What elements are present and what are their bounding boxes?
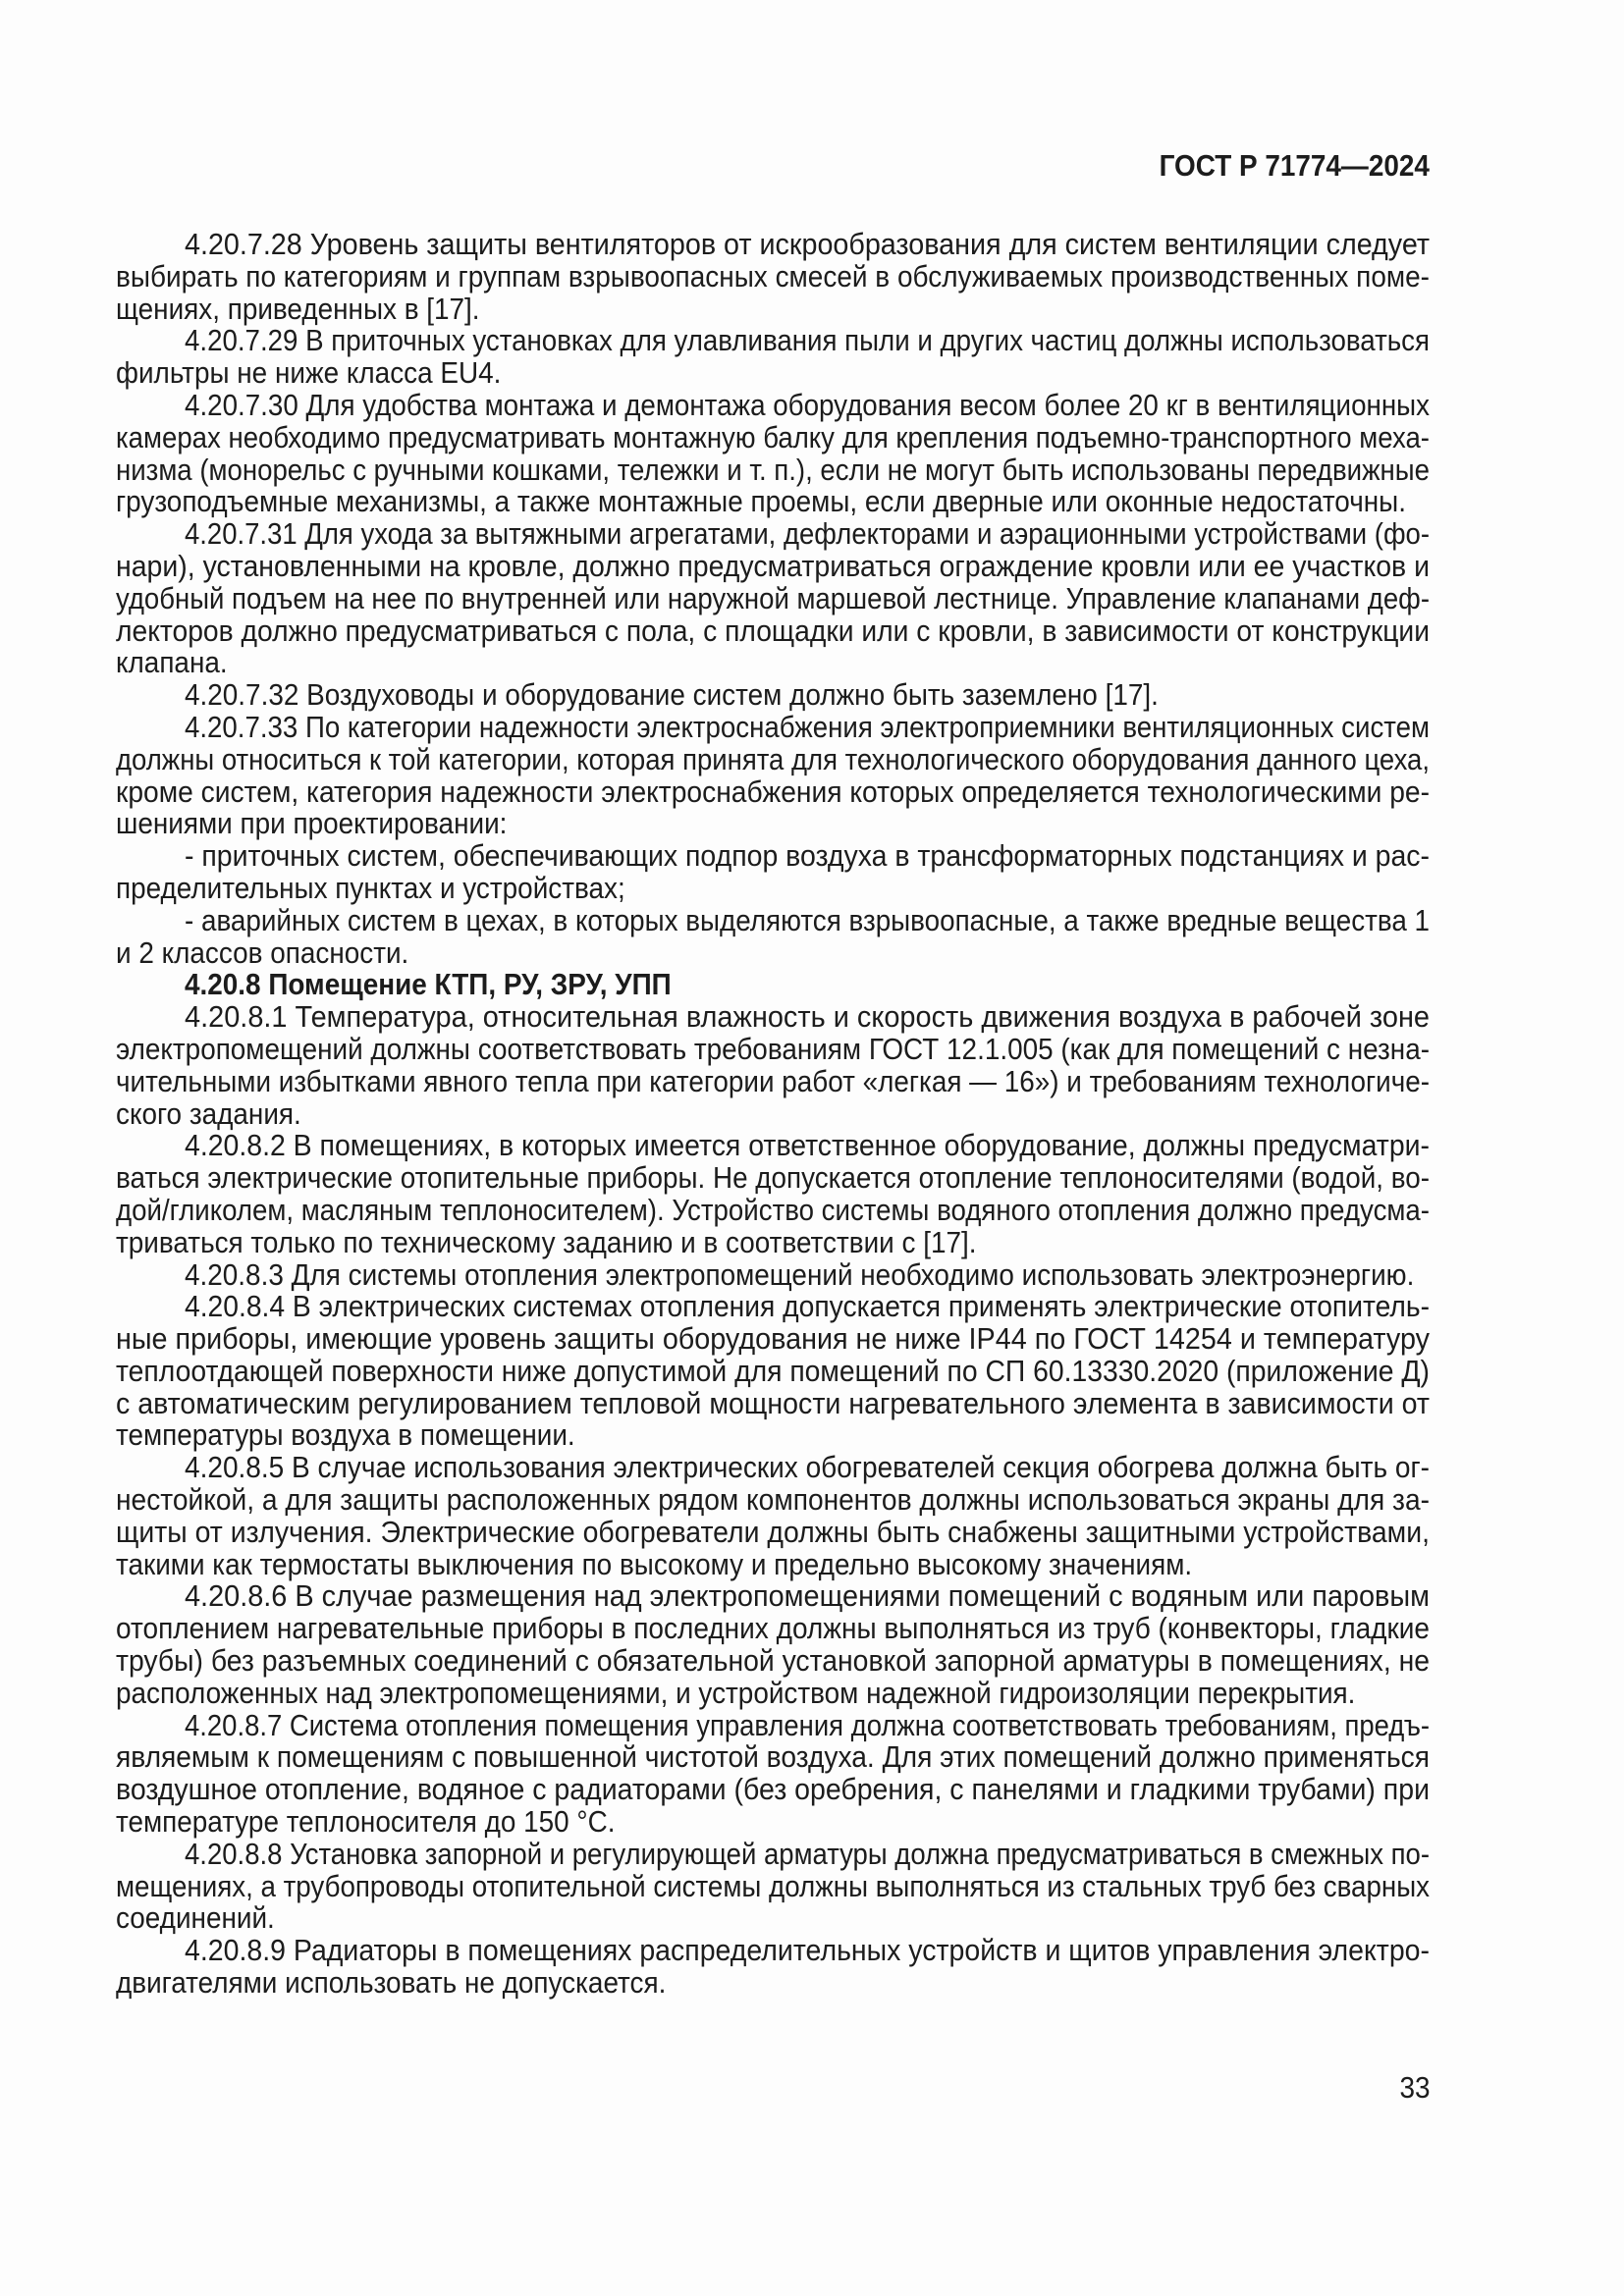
text-line: 4.20.7.28 Уровень защиты вентиляторов от искрообразования для систем вентиляции следует <box>185 227 1430 261</box>
section-heading <box>116 969 1430 1001</box>
text-line: 4.20.8.4 В электрических системах отопления допускается применять электрические отопитель- <box>185 1289 1430 1324</box>
text-line: электропомещений должны соответствовать требованиям ГОСТ 12.1.005 (как для помещений с незна- <box>116 1031 1430 1066</box>
text-line: кроме систем, категория надежности электроснабжения которых определяется технологическими ре- <box>116 774 1430 809</box>
text-line: температуре теплоносителя до 150 °С. <box>116 1804 616 1840</box>
paragraph <box>116 1130 1430 1258</box>
text-line: 4.20.8.1 Температура, относительная влажность и скорость движения воздуха в рабочей зоне <box>185 999 1430 1035</box>
document-body <box>116 229 1430 2000</box>
text-line: 4.20.8.3 Для системы отопления электропомещений необходимо использовать электроэнергию. <box>185 1256 1415 1292</box>
paragraph <box>116 1001 1430 1130</box>
text-line: такими как термостаты выключения по высокому и предельно высокому значениям. <box>116 1546 1193 1581</box>
text-line: клапана. <box>116 645 228 680</box>
text-line: чительными избытками явного тепла при категории работ «легкая — 16») и требованиям технологиче- <box>116 1063 1430 1098</box>
paragraph <box>116 840 1430 905</box>
text-line: дой/гликолем, масляным теплоносителем). Устройство системы водяного отопления должно предусма- <box>116 1192 1430 1227</box>
text-line: с автоматическим регулированием тепловой мощности нагревательного элемента в зависимости от <box>116 1385 1430 1420</box>
text-line: 4.20.8.2 В помещениях, в которых имеется ответственное оборудование, должны предусматри- <box>185 1128 1430 1163</box>
text-line: ваться электрические отопительные приборы. Не допускается отопление теплоносителями (водой, во- <box>116 1160 1430 1196</box>
text-line: 4.20.8 Помещение КТП, РУ, ЗРУ, УПП <box>185 967 672 1002</box>
text-line: 4.20.8.8 Установка запорной и регулирующей арматуры должна предусматриваться в смежных по- <box>185 1836 1430 1871</box>
paragraph <box>116 387 1430 519</box>
paragraph <box>116 1935 1430 2000</box>
paragraph <box>116 1452 1430 1580</box>
text-line: грузоподъемные механизмы, а также монтажные проемы, если дверные или оконные недостаточны. <box>116 484 1406 519</box>
text-line: триваться только по техническому заданию и в соответствии с [17]. <box>116 1224 977 1259</box>
paragraph <box>116 325 1430 390</box>
paragraph <box>116 709 1430 841</box>
paragraph <box>116 679 1430 712</box>
text-line: двигателями использовать не допускается. <box>116 1965 667 2001</box>
paragraph <box>116 1836 1430 1936</box>
text-line: 4.20.7.29 В приточных установках для улавливания пыли и других частиц должны использоваться <box>185 323 1430 358</box>
page-number <box>116 2072 1430 2105</box>
text-line: 4.20.8.7 Система отопления помещения управления должна соответствовать требованиям, предъ- <box>185 1707 1430 1742</box>
paragraph <box>116 1707 1430 1840</box>
standard-designation: ГОСТ Р 71774—2024 <box>1159 148 1430 183</box>
text-line: и 2 классов опасности. <box>116 934 409 970</box>
text-line: лекторов должно предусматриваться с пола, с площадки или с кровли, в зависимости от конструкции <box>116 613 1430 648</box>
text-line: соединений. <box>116 1900 275 1936</box>
text-line: теплоотдающей поверхности ниже допустимой для помещений по СП 60.13330.2020 (приложение Д) <box>116 1353 1430 1388</box>
text-line: температуры воздуха в помещении. <box>116 1417 575 1453</box>
text-line: воздушное отопление, водяное с радиаторами (без оребрения, с панелями и гладкими трубами) при <box>116 1772 1430 1807</box>
text-line: шениями при проектировании: <box>116 806 508 841</box>
text-line: нари), установленными на кровле, должно предусматриваться ограждение кровли или ее участков и <box>116 548 1430 583</box>
text-line: пределительных пунктах и устройствах; <box>116 870 625 905</box>
text-line: отоплением нагревательные приборы в последних должны выполняться из труб (конвекторы, гладкие <box>116 1611 1430 1646</box>
text-line: выбирать по категориям и группам взрывоопасных смесей в обслуживаемых производственных поме- <box>116 258 1430 294</box>
text-line: 4.20.8.5 В случае использования электрических обогревателей секция обогрева должна быть ог- <box>185 1450 1430 1485</box>
text-line: 4.20.7.31 Для ухода за вытяжными агрегатами, дефлекторами и аэрационными устройствами (фо- <box>185 516 1430 552</box>
text-line: щиты от излучения. Электрические обогреватели должны быть снабжены защитными устройствами, <box>116 1514 1430 1549</box>
paragraph <box>116 1256 1430 1292</box>
text-line: удобный подъем на нее по внутренней или наружной маршевой лестнице. Управление клапанами деф- <box>116 580 1430 615</box>
text-line: 4.20.7.30 Для удобства монтажа и демонтажа оборудования весом более 20 кг в вентиляционных <box>185 387 1430 422</box>
paragraph <box>116 1291 1430 1452</box>
text-line: - приточных систем, обеспечивающих подпор воздуха в трансформаторных подстанциях и рас- <box>185 838 1430 874</box>
running-header <box>116 150 1430 183</box>
text-line: - аварийных систем в цехах, в которых выделяются взрывоопасные, а также вредные вещества 1 <box>185 902 1430 937</box>
text-line: 4.20.7.33 По категории надежности электроснабжения электроприемники вентиляционных систем <box>185 709 1430 744</box>
text-line: должны относиться к той категории, которая принята для технологического оборудования данного цеха, <box>116 741 1430 776</box>
text-line: 4.20.8.6 В случае размещения над электропомещениями помещений с водяным или паровым <box>185 1578 1430 1614</box>
paragraph <box>116 518 1430 679</box>
page-number-value: 33 <box>1398 2070 1430 2105</box>
text-line: нестойкой, а для защиты расположенных рядом компонентов должны использоваться экраны для за- <box>116 1482 1430 1518</box>
text-line: 4.20.7.32 Воздуховоды и оборудование систем должно быть заземлено [17]. <box>185 677 1159 713</box>
text-line: щениях, приведенных в [17]. <box>116 291 480 326</box>
text-line: ского задания. <box>116 1095 301 1131</box>
text-line: низма (монорельс с ручными кошками, тележки и т. п.), если не могут быть использованы передвижные <box>116 452 1430 487</box>
text-line: мещениях, а трубопроводы отопительной системы должны выполняться из стальных труб без сварных <box>116 1868 1430 1903</box>
text-line: расположенных над электропомещениями, и устройством надежной гидроизоляции перекрытия. <box>116 1675 1356 1710</box>
text-line: ные приборы, имеющие уровень защиты оборудования не ниже IP44 по ГОСТ 14254 и температуру <box>116 1321 1430 1357</box>
text-line: камерах необходимо предусматривать монтажную балку для крепления подъемно-транспортного меха- <box>116 419 1430 454</box>
paragraph <box>116 1580 1430 1709</box>
text-line: трубы) без разъемных соединений с обязательной установкой запорной арматуры в помещениях, не <box>116 1643 1430 1679</box>
text-line: фильтры не ниже класса EU4. <box>116 355 502 391</box>
text-line: 4.20.8.9 Радиаторы в помещениях распределительных устройств и щитов управления электро- <box>185 1933 1430 1968</box>
paragraph <box>116 229 1430 325</box>
paragraph <box>116 902 1430 970</box>
text-line: являемым к помещениям с повышенной чистотой воздуха. Для этих помещений должно применяться <box>116 1739 1430 1775</box>
